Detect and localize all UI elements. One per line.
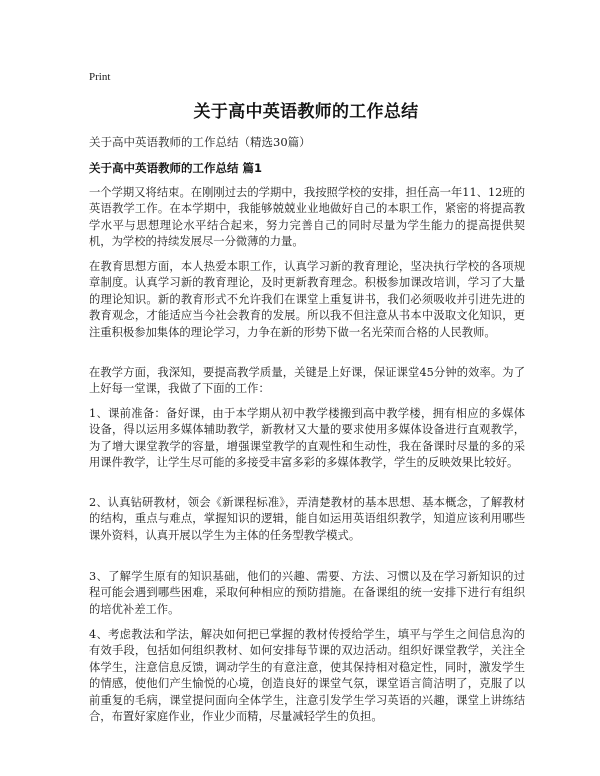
paragraph-5: 2、认真钻研教材，领会《新课程标准》，弄清楚教材的基本思想、基本概念，了解教材的结构，重点与难点，掌握知识的逻辑，能自如运用英语组织教学，知道应该利用哪些课外资料，认真开展以学生为主体的任务型教学模式。 <box>89 496 525 542</box>
paragraph-4: 1、课前准备：备好课，由于本学期从初中教学楼搬到高中教学楼，拥有相应的多媒体设备，得以运用多媒体辅助教学，新教材又大量的要求使用多媒体设备进行直观教学，为了增大课堂教学的容量，增强课堂教学的直观性和生动性，我在备课时尽量的多的采用课件教学，让学生尽可能的多接受丰富多彩的多媒体教学，学生的反映效果比较好。 <box>89 407 525 470</box>
paragraph-2: 在教育思想方面，本人热爱本职工作，认真学习新的教育理论，坚决执行学校的各项规章制度。认真学习新的教育理论，及时更新教育理念。积极参加课改培训，学习了大量的理论知识。新的教育形式不允许我们在课堂上重复讲书，我们必须吸收并引进先进的教育观念，才能适应当今社会教育的发展。所以我不但注意从书本中汲取文化知识，更注重积极参加集体的理论学习，力争在新的形势下做一名光荣而合格的人民教师。 <box>89 260 525 339</box>
paragraph-7: 4、考虑教法和学法，解决如何把已掌握的教材传授给学生，填平与学生之间信息沟的有效手段，包括如何组织教材、如何安排每节课的双边活动。组织好课堂教学，关注全体学生，注意信息反馈，调动学生的有意注意，使其保持相对稳定性，同时，激发学生的情感，使他们产生愉悦的心境，创造良好的课堂气氛，课堂语言简洁明了，克服了以前重复的毛病，课堂提问面向全体学生，注意引发学生学习英语的兴趣，课堂上讲练结合，布置好家庭作业，作业少而精，尽量减轻学生的负担。 <box>89 628 525 724</box>
section-heading: 关于高中英语教师的工作总结 篇1 <box>89 161 263 175</box>
document-title: 关于高中英语教师的工作总结 <box>193 102 419 122</box>
paragraph-1: 一个学期又将结束。在刚刚过去的学期中，我按照学校的安排，担任高一年11、12班的英语教学工作。在本学期中，我能够兢兢业业地做好自己的本职工作，紧密的将提高教学水平与思想理论水平结合起来，努力完善自己的同时尽量为学生能力的提高提供契机，为学校的持续发展尽一分微薄的力量。 <box>89 186 525 249</box>
document-subtitle: 关于高中英语教师的工作总结（精选30篇） <box>89 135 311 149</box>
paragraph-6: 3、了解学生原有的知识基础，他们的兴趣、需要、方法、习惯以及在学习新知识的过程可能会遇到哪些困难，采取何种相应的预防措施。在备课组的统一安排下进行有组织的培优补差工作。 <box>89 570 525 616</box>
print-label: Print <box>89 71 111 83</box>
paragraph-3: 在教学方面，我深知，要提高教学质量，关键是上好课，保证课堂45分钟的效率。为了上好每一堂课，我做了下面的工作： <box>89 366 525 396</box>
